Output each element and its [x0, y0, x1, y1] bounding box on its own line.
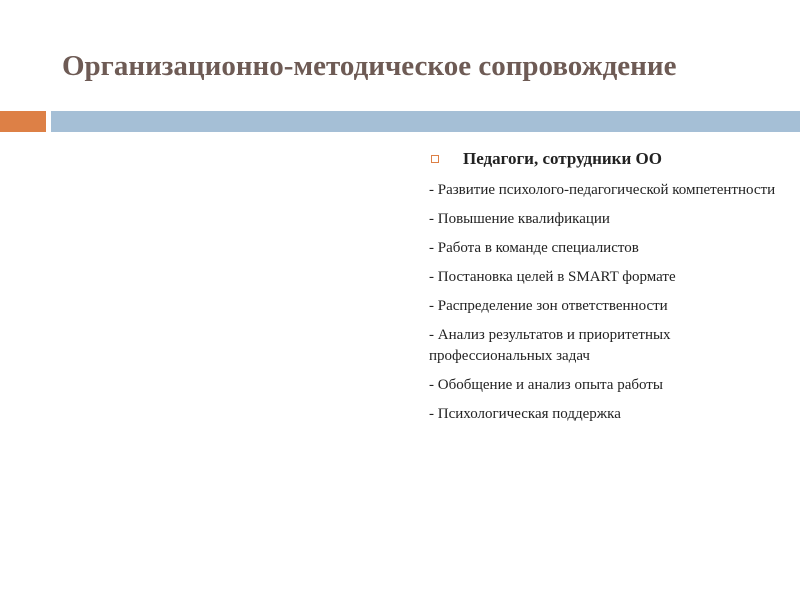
slide-title: Организационно-методическое сопровождение: [62, 50, 677, 82]
list-item: - Работа в команде специалистов: [429, 240, 639, 256]
accent-bar: [0, 111, 46, 132]
list-item: - Обобщение и анализ опыта работы: [429, 377, 663, 393]
list-item: - Постановка целей в SMART формате: [429, 269, 676, 285]
list-item: - Анализ результатов и приоритетных профессиональных задач: [429, 327, 671, 364]
list-item: - Распределение зон ответственности: [429, 298, 668, 314]
square-bullet-icon: [431, 155, 439, 163]
list-item: - Развитие психолого-педагогической компетентности: [429, 182, 776, 198]
section-heading: Педагоги, сотрудники ОО: [463, 149, 662, 168]
content-block: [429, 146, 794, 433]
list-item: - Психологическая поддержка: [429, 406, 621, 422]
header-band: [51, 111, 800, 132]
list-item: - Повышение квалификации: [429, 211, 610, 227]
bullet-heading-row: [429, 146, 794, 172]
